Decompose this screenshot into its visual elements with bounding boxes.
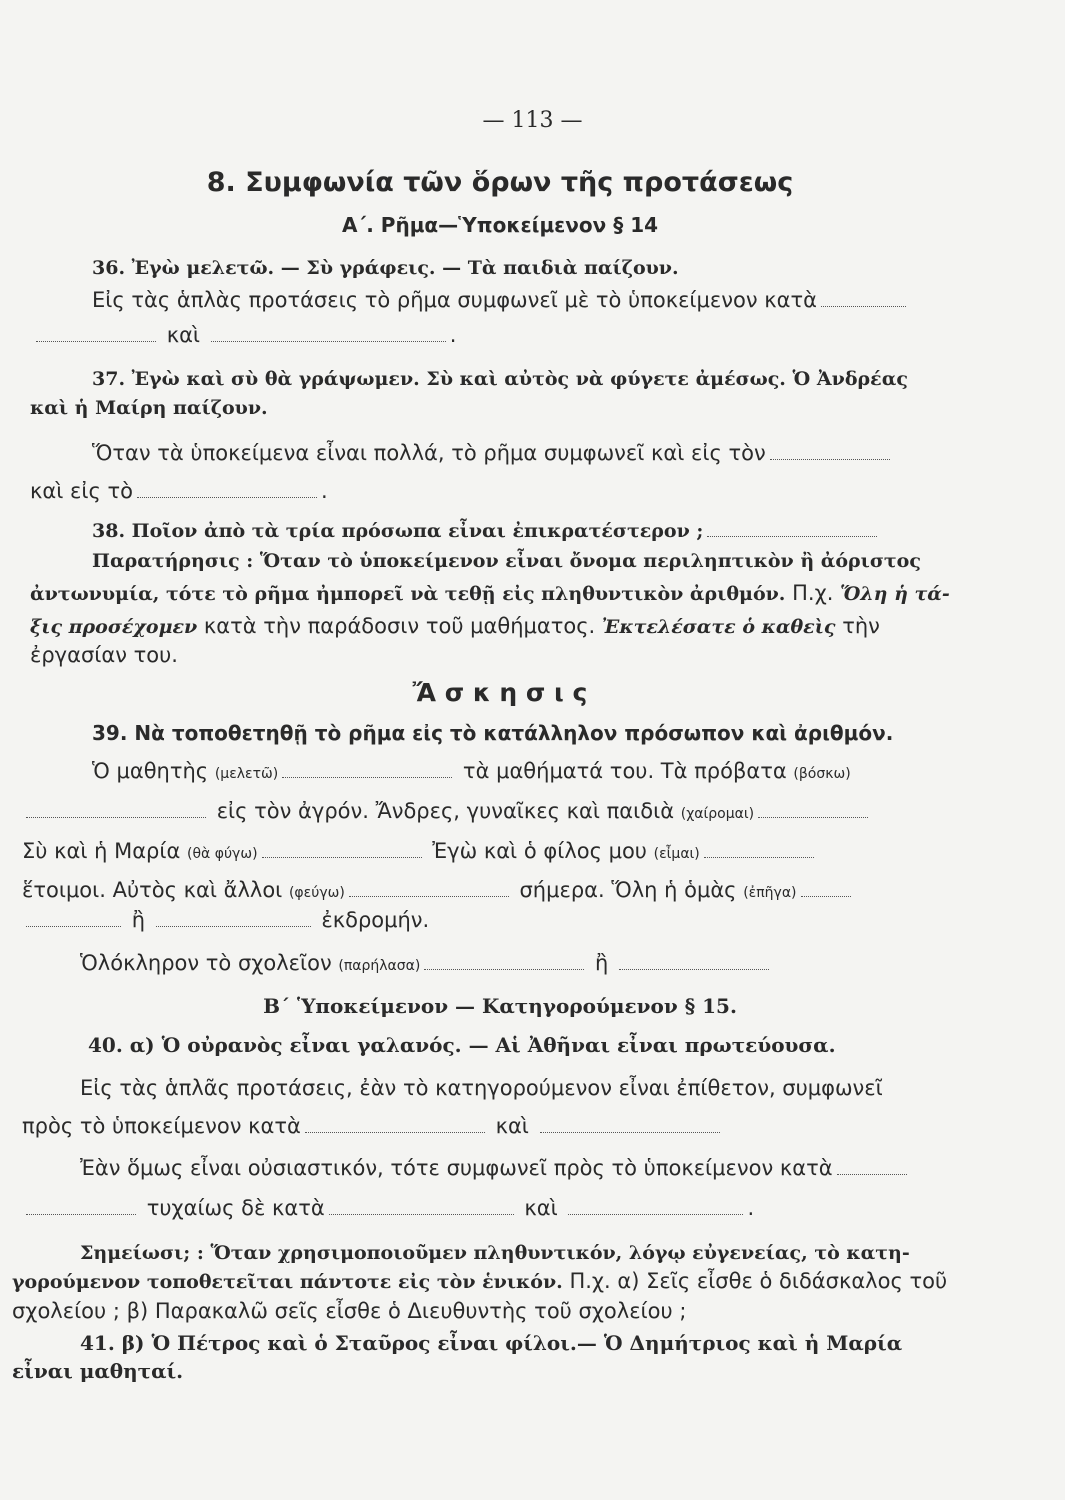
ex40-rule4 [22, 1195, 754, 1221]
blank[interactable] [329, 1213, 514, 1215]
verb-hint: (εἶμαι) [653, 846, 700, 862]
page-number: — 113 — [482, 108, 583, 133]
note-line1: Σημείωσι; : Ὅταν χρησιμοποιοῦμεν πληθυντικόν, λόγῳ εὐγενείας, τὸ κατη- [80, 1242, 910, 1264]
ex38-note2 [30, 580, 950, 607]
ex40-rule4a: τυχαίως δὲ κατὰ [146, 1196, 325, 1220]
ex38-question [92, 518, 881, 544]
ex39-instruction: 39. Νὰ τοποθετηθῇ τὸ ρῆμα εἰς τὸ κατάλληλον πρόσωπον καὶ ἀριθμόν. [92, 721, 894, 745]
blank[interactable] [770, 458, 890, 460]
ex41-line2: εἶναι μαθηταί. [12, 1359, 184, 1383]
ex40-rule2 [22, 1113, 724, 1139]
blank[interactable] [821, 305, 906, 307]
ex40-period: . [747, 1196, 755, 1220]
exercise-heading: Ἄ σ κ η σ ι ς [412, 678, 588, 707]
note-l2a: γορούμενον τοποθετεῖται πάντοτε εἰς τὸν ἑνικόν. [12, 1271, 563, 1293]
ex39-l1b: τὰ μαθήματά του. Τὰ πρόβατα [462, 759, 787, 783]
ex38-note3 [30, 613, 880, 640]
ex38-note4: ἐργασίαν του. [30, 643, 178, 667]
ex36-examples: 36. Ἐγὼ μελετῶ. — Σὺ γράφεις. — Τὰ παιδιὰ παίζουν. [92, 257, 679, 279]
ex38-note3d: τὴν [842, 614, 880, 638]
ex39-l3b: Ἐγὼ καὶ ὁ φίλος μου [432, 839, 647, 863]
verb-hint: (θὰ φύγω) [187, 846, 258, 862]
blank[interactable] [305, 1131, 485, 1133]
blank[interactable] [540, 1131, 720, 1133]
verb-hint: (βόσκω) [793, 766, 851, 782]
ex40-rule2a: πρὸς τὸ ὑποκείμενον κατὰ [22, 1114, 301, 1138]
ex37-rule [92, 440, 894, 466]
note-l2b: Π.χ. α) Σεῖς εἶσθε ὁ διδάσκαλος τοῦ [569, 1269, 948, 1293]
blank[interactable] [26, 1213, 136, 1215]
ex39-l1a: Ὁ μαθητὴς [92, 759, 209, 783]
ex40-examples: 40. α) Ὁ οὐρανὸς εἶναι γαλανός. — Αἱ Ἀθῆναι εἶναι πρωτεύουσα. [88, 1033, 836, 1057]
ex39-l4b: σήμερα. Ὅλη ἡ ὁμὰς [519, 878, 737, 902]
subsection-a: Α΄. Ρῆμα—Ὑποκείμενον § 14 [341, 213, 659, 237]
ex36-and: καὶ [166, 323, 201, 347]
ex39-line4 [22, 877, 855, 906]
blank[interactable] [707, 535, 877, 537]
ex40-rule3 [80, 1155, 911, 1181]
ex36-period: . [449, 323, 457, 347]
verb-hint: (φεύγω) [288, 885, 345, 901]
verb-hint: (ἐπῆγα) [743, 885, 797, 901]
ex39-line2 [22, 798, 872, 827]
blank[interactable] [26, 925, 121, 927]
ex39-line6 [80, 950, 773, 979]
blank[interactable] [349, 895, 509, 897]
subsection-b: Β΄ Ὑποκείμενον — Κατηγορούμενον § 15. [263, 994, 737, 1018]
verb-hint: (χαίρομαι) [680, 806, 755, 822]
ex38-pch: Π.χ. [792, 581, 834, 605]
ex38-note2c: Ὅλη ἡ τά- [840, 583, 950, 605]
blank[interactable] [36, 340, 156, 342]
ex39-l4a: ἕτοιμοι. Αὐτὸς καὶ ἄλλοι [22, 878, 283, 902]
ex37-line2: καὶ ἡ Μαίρη παίζουν. [30, 397, 268, 419]
ex40-rule4b: καὶ [524, 1196, 558, 1220]
ex38-note3a: ξις προσέχομεν [30, 616, 198, 638]
ex36-rule [92, 287, 910, 313]
ex39-l2a: εἰς τὸν ἀγρόν. Ἄνδρες, γυναῖκες καὶ παιδιὰ [216, 799, 675, 823]
ex38-question-text: 38. Ποῖον ἀπὸ τὰ τρία πρόσωπα εἶναι ἐπικρατέστερον ; [92, 520, 704, 542]
ex38-note2-text: ἀντωνυμία, τότε τὸ ρῆμα ἠμπορεῖ νὰ τεθῇ εἰς πληθυντικὸν ἀριθμόν. [30, 583, 786, 605]
verb-hint: (μελετῶ) [214, 766, 279, 782]
ex39-line5 [22, 907, 429, 933]
ex37-rule-text: Ὅταν τὰ ὑποκείμενα εἶναι πολλά, τὸ ρῆμα συμφωνεῖ καὶ εἰς τὸν [92, 441, 766, 465]
ex38-note1: Παρατήρησις : Ὅταν τὸ ὑποκείμενον εἶναι ὄνομα περιληπτικὸν ἢ ἀόριστος [92, 550, 921, 572]
verb-hint: (παρήλασα) [338, 958, 421, 974]
blank[interactable] [424, 968, 584, 970]
ex40-rule1: Εἰς τὰς ἁπλᾶς προτάσεις, ἐὰν τὸ κατηγορούμενον εἶναι ἐπίθετον, συμφωνεῖ [80, 1076, 883, 1100]
blank[interactable] [704, 856, 814, 858]
note-line2 [12, 1268, 947, 1295]
ex39-l6a: Ὁλόκληρον τὸ σχολεῖον [80, 951, 332, 975]
ex39-l3a: Σὺ καὶ ἡ Μαρία [22, 839, 181, 863]
ex37-line1: 37. Ἐγὼ καὶ σὺ θὰ γράψωμεν. Σὺ καὶ αὐτὸς νὰ φύγετε ἀμέσως. Ὁ Ἀνδρέας [92, 368, 908, 390]
blank[interactable] [837, 1173, 907, 1175]
blank[interactable] [758, 816, 868, 818]
ex37-cont [30, 478, 328, 504]
ex39-l5a: ἢ [131, 908, 145, 932]
ex38-note3b: κατὰ τὴν παράδοσιν τοῦ μαθήματος. [203, 614, 596, 638]
ex36-cont [32, 322, 456, 348]
ex39-l6b: ἢ [595, 951, 609, 975]
ex37-cont-text: καὶ εἰς τὸ [30, 479, 133, 503]
blank[interactable] [137, 496, 317, 498]
ex36-rule-text: Εἰς τὰς ἁπλὰς προτάσεις τὸ ρῆμα συμφωνεῖ μὲ τὸ ὑποκείμενον κατὰ [92, 288, 817, 312]
blank[interactable] [26, 816, 206, 818]
blank[interactable] [568, 1213, 743, 1215]
ex39-l5b: ἐκδρομήν. [321, 908, 430, 932]
ex41-line1: 41. β) Ὁ Πέτρος καὶ ὁ Σταῦρος εἶναι φίλοι.— Ὁ Δημήτριος καὶ ἡ Μαρία [80, 1331, 903, 1355]
ex40-rule2b: καὶ [495, 1114, 529, 1138]
blank[interactable] [801, 895, 851, 897]
section-title: 8. Συμφωνία τῶν ὅρων τῆς προτάσεως [206, 167, 794, 198]
blank[interactable] [619, 968, 769, 970]
ex38-note3c: Ἐκτελέσατε ὁ καθεὶς [601, 616, 836, 638]
ex37-period: . [320, 479, 328, 503]
blank[interactable] [262, 856, 422, 858]
ex40-rule3-text: Ἐὰν ὅμως εἶναι οὐσιαστικόν, τότε συμφωνεῖ πρὸς τὸ ὑποκείμενον κατὰ [80, 1156, 833, 1180]
blank[interactable] [282, 776, 452, 778]
ex39-line1 [92, 758, 851, 787]
ex39-line3 [22, 838, 818, 867]
blank[interactable] [156, 925, 311, 927]
note-line3: σχολείου ; β) Παρακαλῶ σεῖς εἶσθε ὁ Διευθυντὴς τοῦ σχολείου ; [12, 1299, 687, 1323]
blank[interactable] [211, 340, 446, 342]
